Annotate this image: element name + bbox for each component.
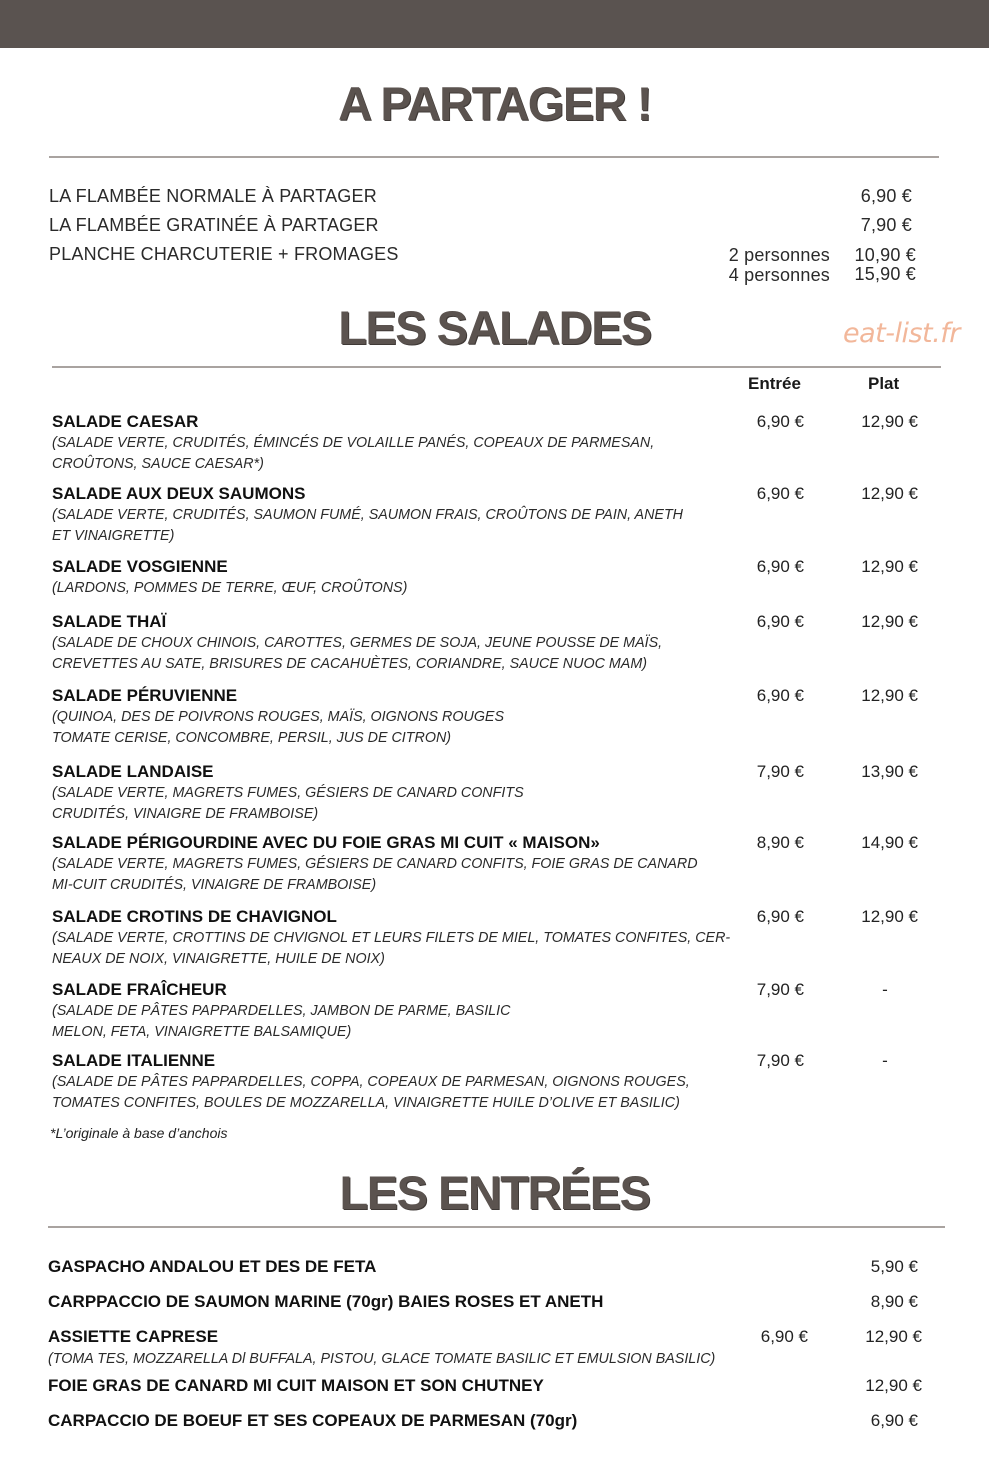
- salad-description-line: (SALADE VERTE, CRUDITÉS, ÉMINCÉS DE VOLAILLE PANÉS, COPEAUX DE PARMESAN,: [52, 435, 655, 451]
- entree-item-name: FOIE GRAS DE CANARD Ml CUIT MAISON ET SON CHUTNEY: [48, 1376, 544, 1395]
- salad-item: [52, 411, 742, 475]
- entree-item-name: CARPACCIO DE BOEUF ET SES COPEAUX DE PARMESAN (70gr): [48, 1411, 578, 1430]
- entree-item-description: (TOMA TES, MOZZARELLA Dl BUFFALA, PISTOU, GLACE TOMATE BASILIC ET EMULSION BASILIC): [48, 1351, 716, 1367]
- salad-description-line: (SALADE DE PÂTES PAPPARDELLES, JAMBON DE PARME, BASILIC: [52, 1003, 511, 1019]
- salad-item: [52, 979, 742, 1043]
- salad-name: SALADE CAESAR: [52, 412, 199, 431]
- salad-description-line: (SALADE VERTE, CRUDITÉS, SAUMON FUMÉ, SAUMON FRAIS, CROÛTONS DE PAIN, ANETH: [52, 507, 683, 523]
- entrees-divider: [48, 1226, 945, 1228]
- entree-item-price: 12,90 €: [865, 1327, 922, 1346]
- salad-price-entree: 6,90 €: [756, 412, 804, 431]
- salad-price-entree: 6,90 €: [756, 686, 804, 705]
- entree-item-name: ASSIETTE CAPRESE: [48, 1327, 219, 1346]
- share-option-price: 10,90 €: [854, 245, 916, 265]
- salad-item: [52, 906, 742, 970]
- salad-description-line: (SALADE VERTE, MAGRETS FUMES, GÉSIERS DE CANARD CONFITS, FOIE GRAS DE CANARD: [52, 856, 698, 872]
- entree-item-price: 12,90 €: [865, 1376, 922, 1395]
- share-item-name: LA FLAMBÉE GRATINÉE À PARTAGER: [49, 215, 379, 235]
- salad-price-plat: 12,90 €: [861, 907, 918, 926]
- entree-item-price: 5,90 €: [870, 1257, 918, 1276]
- salad-price-plat: 13,90 €: [861, 762, 918, 781]
- salad-item: [52, 611, 742, 675]
- salad-description-line: CRUDITÉS, VINAIGRE DE FRAMBOISE): [52, 806, 319, 822]
- share-option-price: 15,90 €: [854, 264, 916, 284]
- salad-description-line: TOMATES CONFITES, BOULES DE MOZZARELLA, VINAIGRETTE HUILE D’OLIVE ET BASILIC): [52, 1095, 680, 1111]
- salad-price-plat: 12,90 €: [861, 612, 918, 631]
- entree-item-price: 6,90 €: [870, 1411, 918, 1430]
- salads-divider: [52, 366, 941, 368]
- salad-name: SALADE VOSGIENNE: [52, 557, 228, 576]
- share-option-label: 2 personnes: [728, 245, 830, 265]
- salad-price-plat: 12,90 €: [861, 686, 918, 705]
- salad-item: [52, 761, 742, 825]
- salad-description-line: CREVETTES AU SATE, BRISURES DE CACAHUÈTES, CORIANDRE, SAUCE NUOC MAM): [52, 656, 647, 672]
- share-item-name: LA FLAMBÉE NORMALE À PARTAGER: [49, 186, 377, 206]
- salad-name: SALADE CROTINS DE CHAVIGNOL: [52, 907, 337, 926]
- salad-name: SALADE ITALIENNE: [52, 1051, 216, 1070]
- salad-price-entree: 8,90 €: [756, 833, 804, 852]
- footnote: *L’originale à base d’anchois: [50, 1125, 228, 1141]
- salad-price-entree: 6,90 €: [756, 484, 804, 503]
- salads-section-title: LES SALADES: [338, 301, 651, 354]
- entree-item-price: 8,90 €: [870, 1292, 918, 1311]
- salad-description-line: CROÛTONS, SAUCE CAESAR*): [52, 456, 264, 472]
- share-item-name: PLANCHE CHARCUTERIE + FROMAGES: [49, 244, 399, 264]
- salad-description-line: NEAUX DE NOIX, VINAIGRETTE, HUILE DE NOIX): [52, 951, 385, 967]
- salad-description-line: (SALADE DE PÂTES PAPPARDELLES, COPPA, COPEAUX DE PARMESAN, OIGNONS ROUGES,: [52, 1074, 690, 1090]
- salad-price-plat: 14,90 €: [861, 833, 918, 852]
- salad-price-entree: 6,90 €: [756, 907, 804, 926]
- salad-price-entree: 7,90 €: [756, 980, 804, 999]
- salad-description-line: MI-CUIT CRUDITÉS, VINAIGRE DE FRAMBOISE): [52, 877, 377, 893]
- salad-price-entree: 7,90 €: [756, 762, 804, 781]
- entree-item-name: GASPACHO ANDALOU ET DES DE FETA: [48, 1257, 377, 1276]
- salad-price-entree: 6,90 €: [756, 557, 804, 576]
- salad-name: SALADE LANDAISE: [52, 762, 214, 781]
- salad-description-line: TOMATE CERISE, CONCOMBRE, PERSIL, JUS DE CITRON): [52, 730, 452, 746]
- salad-description-line: (QUINOA, DES DE POIVRONS ROUGES, MAÏS, OIGNONS ROUGES: [52, 709, 505, 725]
- salad-price-entree: 6,90 €: [756, 612, 804, 631]
- salad-price-plat: 12,90 €: [861, 412, 918, 431]
- salad-name: SALADE FRAÎCHEUR: [52, 980, 227, 999]
- top-banner: [0, 0, 989, 48]
- salad-name: SALADE AUX DEUX SAUMONS: [52, 484, 306, 503]
- salad-price-plat: -: [882, 980, 888, 999]
- entree-item-name: CARPPACCIO DE SAUMON MARINE (70gr) BAIES ROSES ET ANETH: [48, 1292, 604, 1311]
- salad-item: [52, 1050, 742, 1114]
- salad-item: [52, 685, 742, 749]
- salad-name: SALADE PÉRUVIENNE: [52, 686, 238, 705]
- salad-description-line: (SALADE VERTE, CROTTINS DE CHVIGNOL ET LEURS FILETS DE MIEL, TOMATES CONFITES, CER-: [52, 930, 731, 946]
- salad-price-entree: 7,90 €: [756, 1051, 804, 1070]
- salad-description-line: ET VINAIGRETTE): [52, 528, 175, 544]
- share-item-price: 7,90 €: [860, 215, 912, 235]
- watermark: eat-list.fr: [843, 318, 960, 349]
- salad-description-line: (LARDONS, POMMES DE TERRE, ŒUF, CROÛTONS): [52, 580, 408, 596]
- salad-price-plat: 12,90 €: [861, 484, 918, 503]
- salad-item: [52, 483, 742, 547]
- entree-item-price-small: 6,90 €: [760, 1327, 808, 1346]
- salad-item: [52, 556, 742, 599]
- share-option-label: 4 personnes: [728, 265, 830, 285]
- salad-price-plat: 12,90 €: [861, 557, 918, 576]
- column-header-entree: Entrée: [748, 374, 801, 393]
- salad-description-line: MELON, FETA, VINAIGRETTE BALSAMIQUE): [52, 1024, 352, 1040]
- entrees-section-title: LES ENTRÉES: [339, 1166, 650, 1219]
- salad-name: SALADE THAÏ: [52, 612, 167, 631]
- column-header-plat: Plat: [868, 374, 900, 393]
- salad-price-plat: -: [882, 1051, 888, 1070]
- salad-description-line: (SALADE DE CHOUX CHINOIS, CAROTTES, GERMES DE SOJA, JEUNE POUSSE DE MAÏS,: [52, 635, 663, 651]
- salad-item: [52, 832, 742, 896]
- share-section-title: A PARTAGER !: [338, 77, 651, 130]
- salad-name: SALADE PÉRIGOURDINE AVEC DU FOIE GRAS MI CUIT « MAISON»: [52, 833, 600, 852]
- share-item-price: 6,90 €: [860, 186, 912, 206]
- salad-description-line: (SALADE VERTE, MAGRETS FUMES, GÉSIERS DE CANARD CONFITS: [52, 785, 524, 801]
- share-divider: [49, 156, 939, 158]
